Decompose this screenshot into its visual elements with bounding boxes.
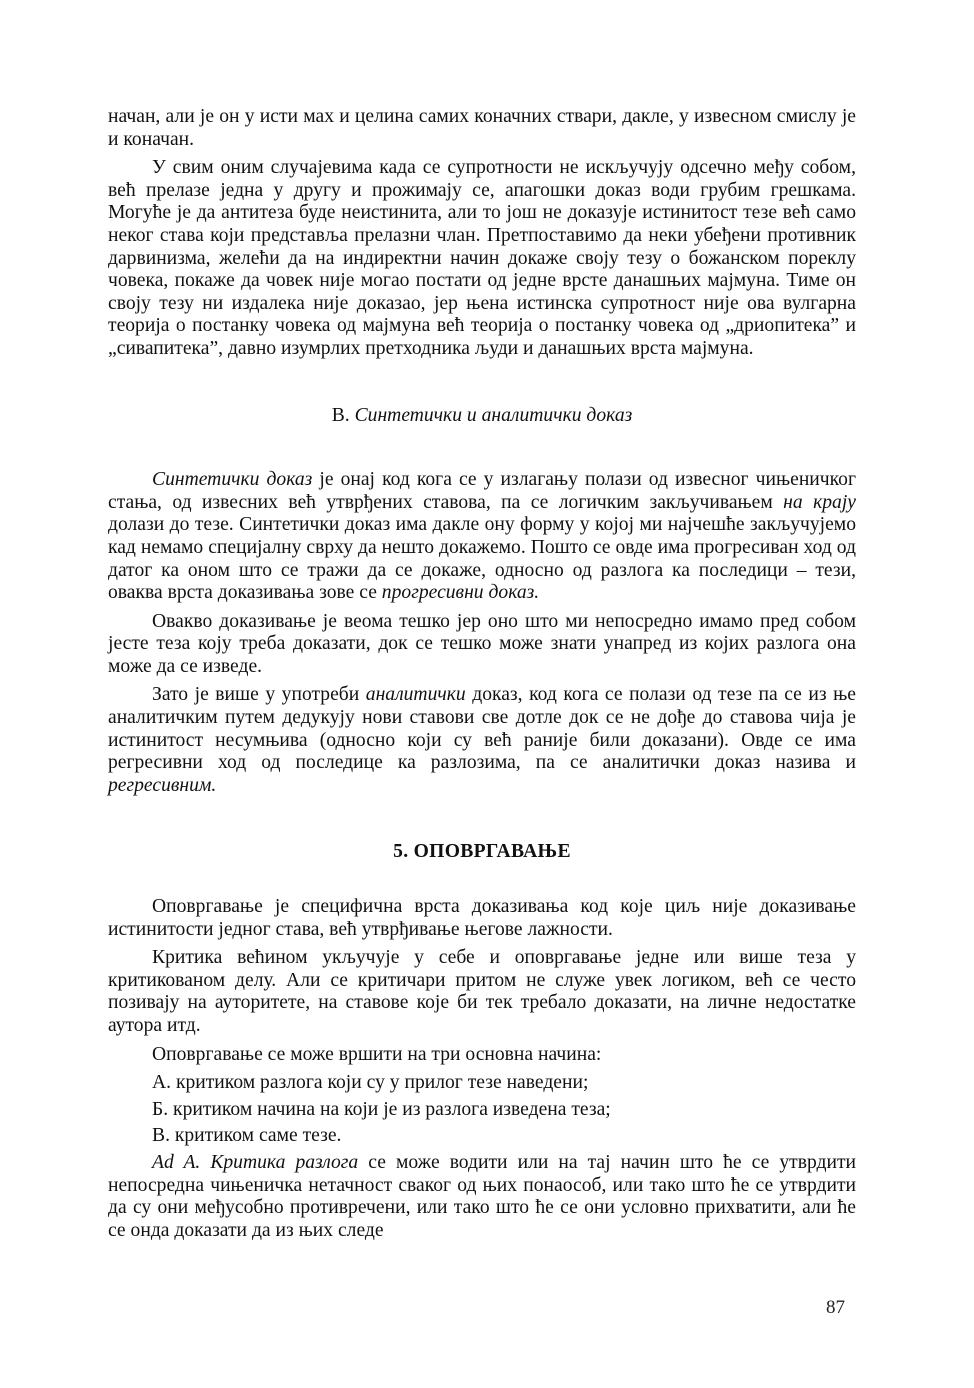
paragraph-criticism: Критика већином укључује у себе и оповргавање једне или више теза у критикованом делу. Али се критичари притом не служе увек логиком, већ се често позивају на ауторитете, на ставове које би тек требало доказати, на личне недостатке аутора итд. [108,947,856,1036]
analytic-text-b: доказ, код кога се полази од тезе па се из ње аналитичким путем дедукују нови ставови све дотле док се не дође до ставова чија је истинитост несумњива (односно који су већ раније били доказани). Овде се има регресивни ход од последице ка разлозима, па се аналитички доказ назива и [108,684,856,774]
paragraph-analytic-proof [108,684,856,797]
ad-a-text: се може водити или на тај начин што ће се утврдити непосредна чињеничка нетачност сваког од њих понаособ, или тако што ће се утврдити да су они међусобно противречени, или тако што ће се они условно прихватити, али ће се онда доказати да из њих следе [108,1151,856,1241]
list-item-c: В. критиком саме тезе. [152,1125,342,1147]
paragraph-apagogic-proof: У свим оним случајевима када се супротности не искључују одсечно међу собом, већ прелазе једна у другу и прожимају се, апагошки доказ води грубим грешкама. Могуће је да антитеза буде неистинита, али то још не доказује истинитост тезе већ само неког става који представља прелазни члан. Претпоставимо да неки убеђени противник дарвинизма, желећи да на индиректни начин докаже своју тезу о божанском пореклу човека, покаже да човек није могао постати од једне врсте данашњих мајмуна. Тиме он своју тезу ни издалека није доказао, јер њена истинска супротност није ова вулгарна теорија о постанку човека од мајмуна већ теорија о постанку човека од „дриопитека” и „сивапитека”, давно изумрлих претходника људи и данашњих врста мајмуна. [108,157,856,359]
paragraph-ad-a [108,1152,856,1242]
section-5-heading: 5. ОПОВРГАВАЊЕ [393,841,571,863]
term-synthetic-proof: Синтетички доказ [152,469,313,491]
paragraph-continuation: начан, али је он у исти мах и целина самих коначних ствари, дакле, у извесном смислу је и коначан. [108,106,856,150]
page-number: 87 [826,1297,845,1318]
term-progressive-proof: прогресивни доказ. [381,582,540,604]
list-item-b: Б. критиком начина на који је из разлога изведена теза; [152,1098,611,1120]
section-b-title: Синтетички и аналитички доказ [354,404,633,426]
paragraph-difficulty: Овакво доказивање је веома тешко јер оно што ми непосредно имамо пред собом јесте теза коју треба доказати, док се тешко може знати унапред из којих разлога она може да се изведе. [108,610,856,677]
list-item-a: А. критиком разлога који су у прилог тезе наведени; [152,1072,589,1094]
paragraph-synthetic-proof [108,469,856,605]
term-analytic: аналитички [365,684,466,706]
section-b-label: В. [331,404,350,426]
analytic-text-a: Зато је више у употреби [152,684,366,706]
page-body [108,106,856,1242]
section-b-heading [108,405,856,428]
synthetic-text-a: је онај код кога се у излагању полази од извесног чињеничког стања, од извесних већ утврђених ставова, па се логичким закључивањем [108,469,857,513]
term-regressive: регресивним. [108,774,217,796]
term-at-the-end: на крају [783,491,856,513]
paragraph-three-ways: Оповргавање се може вршити на три основна начина: [152,1043,602,1065]
synthetic-text-b: долази до тезе. Синтетички доказ има дакле ону форму у којој ми најчешће закључујемо кад немамо специјалну сврху да нешто докажемо. Пошто се овде има прогресиван ход од датог ка оном што се тражи да се докаже, односно од разлога ка последици – тези, оваква врста доказивања зове се [108,514,856,604]
term-ad-a-criticism: Ad A. Критика разлога [152,1151,359,1173]
paragraph-refutation-definition: Оповргавање је специфична врста доказивања код које циљ није доказивање истинитости једног става, већ утврђивање његове лажности. [108,896,856,940]
